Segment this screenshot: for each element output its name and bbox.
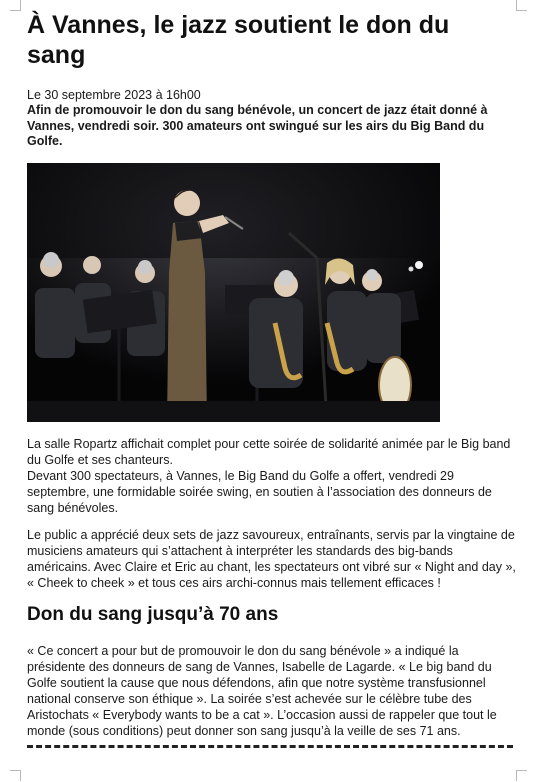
dashed-separator [27, 745, 513, 748]
crop-mark-bottom-right [516, 770, 527, 781]
paragraph-1-line-b: Devant 300 spectateurs, à Vannes, le Big Band du Golfe a offert, vendredi 29 septembre, une formidable soirée swing, en soutien à l’association des donneurs de sang bénévoles. [27, 469, 492, 515]
concert-photo [27, 163, 440, 422]
paragraph-2: Le public a apprécié deux sets de jazz savoureux, entraînants, servis par la vingtaine de musiciens amateurs qui s’attachent à interpréter les standards des big-bands américains. Avec Claire et Eric au chant, les spectateurs ont vibré sur « Night and day », « Cheek to cheek » et tous ces airs archi-connus mais tellement efficaces ! [27, 528, 516, 590]
crop-mark-top-left [10, 0, 21, 11]
article-date: Le 30 septembre 2023 à 16h00 [27, 88, 201, 102]
paragraph-1 [27, 436, 519, 516]
crop-mark-top-right [516, 0, 527, 11]
paragraph-1-line-a: La salle Ropartz affichait complet pour cette soirée de solidarité animée par le Big band du Golfe et ses chanteurs. [27, 437, 511, 467]
paragraph-3: « Ce concert a pour but de promouvoir le don du sang bénévole » a indiqué la présidente des donneurs de sang de Vannes, Isabelle de Lagarde. « Le big band du Golfe soutient la cause que nous défendons, afin que notre système transfusionnel national conserve son éthique ». La soirée s’est achevée sur le célèbre tube des Aristochats « Everybody wants to be a cat ». L’occasion aussi de rappeler que tout le monde (sous conditions) peut donner son sang jusqu’à la veille de ses 71 ans. [27, 644, 497, 738]
crop-mark-bottom-left [10, 770, 21, 781]
article-lead: Afin de promouvoir le don du sang bénévole, un concert de jazz était donné à Vannes, vendredi soir. 300 amateurs ont swingué sur les airs du Big Band du Golfe. [27, 103, 488, 148]
article-title: À Vannes, le jazz soutient le don du sang [27, 11, 450, 69]
section-subtitle: Don du sang jusqu’à 70 ans [27, 604, 279, 625]
